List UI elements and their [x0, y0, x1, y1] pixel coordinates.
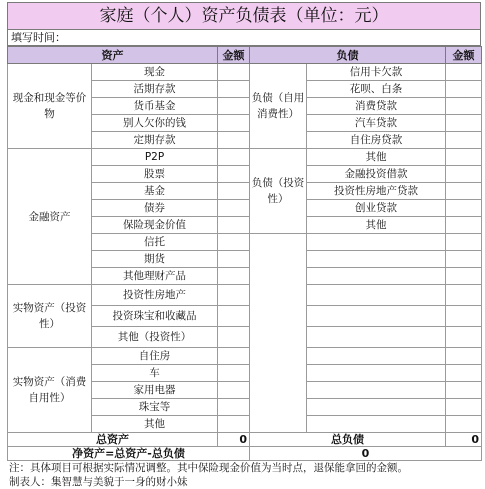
asset-item-label: 其他理财产品 [92, 268, 218, 285]
asset-item-label: 活期存款 [92, 81, 218, 98]
asset-amount-header: 金额 [218, 47, 250, 64]
fill-time-label: 填写时间： [11, 31, 66, 44]
asset-item-label: 车 [92, 365, 218, 382]
liability-amount-cell[interactable] [446, 285, 482, 306]
header-row [8, 47, 482, 64]
asset-item-label: 投资性房地产 [92, 285, 218, 306]
total-liabilities-label: 总负债 [250, 433, 446, 447]
net-assets-value: 0 [250, 447, 482, 461]
liability-item-label: 投资性房地产贷款 [307, 183, 446, 200]
liability-amount-cell[interactable] [446, 183, 482, 200]
liability-item-label: 消费贷款 [307, 98, 446, 115]
liability-category: 负债（自用消费性） [250, 64, 307, 149]
liability-item-label: 创业贷款 [307, 200, 446, 217]
asset-amount-cell[interactable] [218, 251, 250, 268]
liability-item-empty [307, 234, 446, 251]
liability-item-empty [307, 251, 446, 268]
asset-item-label: 其他（投资性） [92, 327, 218, 348]
asset-amount-cell[interactable] [218, 200, 250, 217]
asset-item-label: 家用电器 [92, 382, 218, 399]
asset-amount-cell[interactable] [218, 399, 250, 416]
liability-item-empty [307, 327, 446, 348]
liability-amount-cell[interactable] [446, 200, 482, 217]
total-liabilities-value: 0 [446, 433, 482, 447]
table-row [8, 285, 482, 306]
asset-amount-cell[interactable] [218, 132, 250, 149]
liability-amount-cell[interactable] [446, 348, 482, 365]
liability-item-label: 其他 [307, 217, 446, 234]
total-assets-label: 总资产 [8, 433, 218, 447]
asset-amount-cell[interactable] [218, 348, 250, 365]
liability-item-label: 汽车贷款 [307, 115, 446, 132]
liability-amount-cell[interactable] [446, 399, 482, 416]
asset-amount-cell[interactable] [218, 115, 250, 132]
table-row [8, 149, 482, 166]
asset-item-label: 现金 [92, 64, 218, 81]
liability-amount-header: 金额 [446, 47, 482, 64]
liability-amount-cell[interactable] [446, 115, 482, 132]
liability-category: 负债（投资性） [250, 149, 307, 234]
liability-amount-cell[interactable] [446, 166, 482, 183]
liability-item-empty [307, 348, 446, 365]
asset-item-label: 期货 [92, 251, 218, 268]
asset-category: 现金和现金等价物 [8, 64, 92, 149]
liabilities-header: 负债 [250, 47, 446, 64]
asset-category: 实物资产（投资性） [8, 285, 92, 348]
asset-item-label: 其他 [92, 416, 218, 433]
asset-item-label: 珠宝等 [92, 399, 218, 416]
sheet-title: 家庭（个人）资产负债表（单位：元） [7, 2, 481, 30]
asset-item-label: 货币基金 [92, 98, 218, 115]
liability-amount-cell[interactable] [446, 81, 482, 98]
liability-item-empty [307, 285, 446, 306]
asset-amount-cell[interactable] [218, 306, 250, 327]
liability-amount-cell[interactable] [446, 251, 482, 268]
notes-block [7, 461, 481, 489]
liability-amount-cell[interactable] [446, 217, 482, 234]
liability-amount-cell[interactable] [446, 149, 482, 166]
asset-item-label: 投资珠宝和收藏品 [92, 306, 218, 327]
asset-amount-cell[interactable] [218, 382, 250, 399]
liability-amount-cell[interactable] [446, 64, 482, 81]
asset-item-label: 信托 [92, 234, 218, 251]
liability-amount-cell[interactable] [446, 268, 482, 285]
liability-item-label: 金融投资借款 [307, 166, 446, 183]
net-assets-label: 净资产=总资产-总负债 [8, 447, 250, 461]
asset-item-label: 基金 [92, 183, 218, 200]
table-row [8, 64, 482, 81]
total-assets-value: 0 [218, 433, 250, 447]
note-text: 注：具体项目可根据实际情况调整。其中保险现金价值为当时点，退保能拿回的金额。 [9, 462, 408, 474]
asset-item-label: 定期存款 [92, 132, 218, 149]
balance-sheet [7, 2, 481, 489]
net-assets-row [8, 447, 482, 461]
liability-item-label: 花呗、白条 [307, 81, 446, 98]
asset-amount-cell[interactable] [218, 166, 250, 183]
liability-item-empty [307, 416, 446, 433]
asset-amount-cell[interactable] [218, 64, 250, 81]
liability-amount-cell[interactable] [446, 234, 482, 251]
liability-item-label: 自住房贷款 [307, 132, 446, 149]
liability-amount-cell[interactable] [446, 382, 482, 399]
liability-item-label: 信用卡欠款 [307, 64, 446, 81]
asset-item-label: 别人欠你的钱 [92, 115, 218, 132]
asset-amount-cell[interactable] [218, 98, 250, 115]
table-row [8, 348, 482, 365]
liability-item-empty [307, 382, 446, 399]
asset-item-label: 自住房 [92, 348, 218, 365]
assets-header: 资产 [8, 47, 218, 64]
liability-item-empty [307, 306, 446, 327]
asset-amount-cell[interactable] [218, 416, 250, 433]
liability-item-empty [307, 268, 446, 285]
asset-amount-cell[interactable] [218, 268, 250, 285]
fill-time-field[interactable] [7, 30, 481, 46]
asset-amount-cell[interactable] [218, 365, 250, 382]
liability-item-empty [307, 399, 446, 416]
liability-amount-cell[interactable] [446, 365, 482, 382]
asset-item-label: P2P [92, 149, 218, 166]
asset-item-label: 股票 [92, 166, 218, 183]
liability-item-empty [307, 365, 446, 382]
liability-amount-cell[interactable] [446, 416, 482, 433]
liability-item-label: 其他 [307, 149, 446, 166]
balance-table [7, 46, 482, 461]
asset-amount-cell[interactable] [218, 327, 250, 348]
totals-row [8, 433, 482, 447]
liability-amount-cell[interactable] [446, 132, 482, 149]
asset-category: 实物资产（消费自用性） [8, 348, 92, 433]
asset-item-label: 债券 [92, 200, 218, 217]
asset-amount-cell[interactable] [218, 149, 250, 166]
liability-category-empty [250, 234, 307, 433]
asset-item-label: 保险现金价值 [92, 217, 218, 234]
liability-amount-cell[interactable] [446, 327, 482, 348]
asset-category: 金融资产 [8, 149, 92, 285]
asset-amount-cell[interactable] [218, 217, 250, 234]
asset-amount-cell[interactable] [218, 81, 250, 98]
asset-amount-cell[interactable] [218, 285, 250, 306]
author-text: 制表人：集智慧与美貌于一身的财小妹 [9, 476, 188, 488]
liability-amount-cell[interactable] [446, 98, 482, 115]
asset-amount-cell[interactable] [218, 234, 250, 251]
liability-amount-cell[interactable] [446, 306, 482, 327]
asset-amount-cell[interactable] [218, 183, 250, 200]
